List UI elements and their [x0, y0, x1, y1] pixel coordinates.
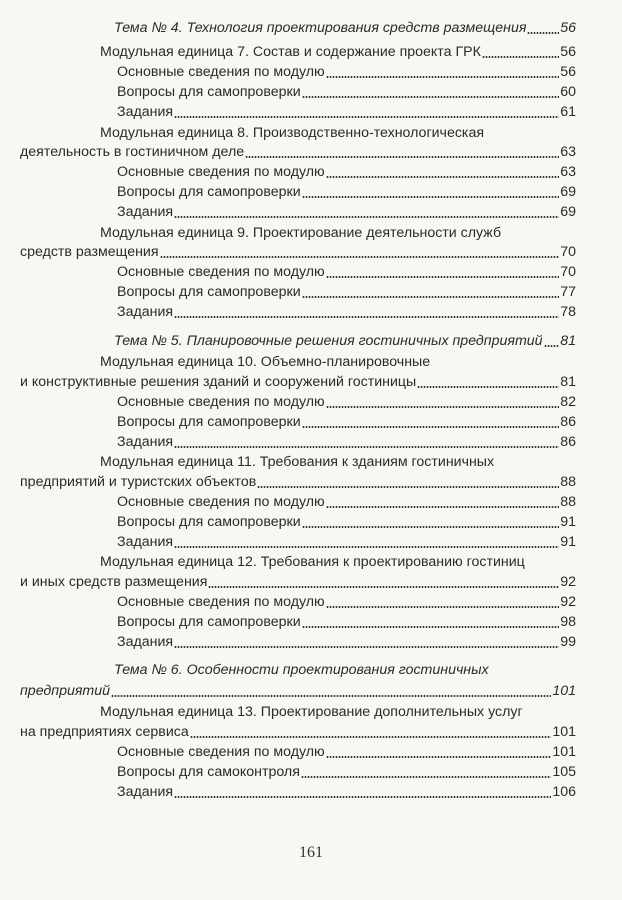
toc-entry [100, 123, 576, 143]
toc-entry-page: 101 [552, 683, 576, 699]
dot-leader [302, 626, 560, 628]
toc-entry-title: Тема № 5. Планировочные решения гостиничных предприятий [114, 333, 543, 349]
toc-entry-page: 78 [560, 304, 576, 320]
toc-entry [100, 702, 576, 722]
toc-entry-title: предприятий [20, 683, 111, 699]
toc-entry [100, 352, 576, 372]
toc-entry [20, 472, 576, 492]
toc-entry-page: 70 [560, 244, 576, 260]
toc-entry-title: средств размещения [20, 244, 159, 260]
toc-entry-title: Вопросы для самоконтроля [117, 764, 300, 780]
toc-entry [117, 82, 576, 102]
toc-entry-title: Задания [117, 634, 174, 650]
toc-entry-title: Основные сведения по модулю [117, 264, 325, 280]
toc-entry-title: Вопросы для самопроверки [117, 284, 301, 300]
toc-entry [117, 762, 576, 782]
toc-entry [117, 432, 576, 452]
toc-entry-title: предприятий и туристских объектов [20, 474, 257, 490]
toc-entry-page: 88 [560, 474, 576, 490]
toc-entry-page: 92 [560, 574, 576, 590]
dot-leader [544, 345, 560, 347]
page-number: 161 [299, 844, 323, 861]
toc-entry [114, 660, 576, 680]
toc-entry [20, 722, 576, 742]
toc-entry-title: Задания [117, 104, 174, 120]
dot-leader [111, 695, 551, 697]
toc-entry-title: Вопросы для самопроверки [117, 184, 301, 200]
toc-entry-page: 56 [560, 44, 576, 60]
dot-leader [174, 796, 551, 798]
toc-entry-title: Основные сведения по модулю [117, 494, 325, 510]
toc-entry [114, 331, 576, 351]
toc-entry-page: 101 [552, 744, 576, 760]
dot-leader [417, 386, 559, 388]
toc-entry [114, 18, 576, 38]
toc-entry [117, 412, 576, 432]
toc-entry-title: Основные сведения по модулю [117, 394, 325, 410]
toc-entry-title: на предприятиях сервиса [20, 724, 189, 740]
toc-entry-title: Задания [117, 204, 174, 220]
toc-entry [20, 572, 576, 592]
toc-entry-title: Тема № 4. Технология проектирования средств размещения [114, 20, 527, 36]
dot-leader [174, 216, 559, 218]
toc-entry [20, 372, 576, 392]
toc-entry [117, 302, 576, 322]
toc-entry-title: Основные сведения по модулю [117, 164, 325, 180]
toc-entry [100, 552, 576, 572]
dot-leader [257, 486, 559, 488]
toc-entry-title: Основные сведения по модулю [117, 64, 325, 80]
toc-entry-page: 101 [552, 724, 576, 740]
dot-leader [190, 736, 552, 738]
toc-entry-page: 81 [560, 333, 576, 349]
toc-entry-title: Вопросы для самопроверки [117, 514, 301, 530]
toc-entry-page: 61 [560, 104, 576, 120]
toc-entry-page: 82 [560, 394, 576, 410]
toc-entry-page: 60 [560, 84, 576, 100]
toc-entry-page: 88 [560, 494, 576, 510]
dot-leader [301, 776, 551, 778]
dot-leader [174, 546, 559, 548]
toc-entry-page: 106 [552, 784, 576, 800]
toc-entry [20, 242, 576, 262]
dot-leader [160, 256, 560, 258]
dot-leader [245, 156, 559, 158]
toc-entry [117, 612, 576, 632]
dot-leader [302, 296, 560, 298]
toc-entry [117, 262, 576, 282]
toc-entry [117, 202, 576, 222]
toc-entry [20, 142, 576, 162]
toc-entry [117, 782, 576, 802]
toc-entry-title: Модульная единица 7. Состав и содержание проекта ГРК [100, 44, 481, 60]
dot-leader [326, 76, 560, 78]
toc-entry [117, 492, 576, 512]
dot-leader [482, 56, 559, 58]
dot-leader [208, 586, 559, 588]
toc-entry [117, 102, 576, 122]
toc-entry-page: 69 [560, 184, 576, 200]
toc-entry [117, 592, 576, 612]
toc-entry-title: Модульная единица 11. Требования к зданиям гостиничных [100, 454, 495, 470]
toc-entry-title: Вопросы для самопроверки [117, 414, 301, 430]
toc-entry-title: Модульная единица 12. Требования к проектированию гостиниц [100, 554, 525, 570]
toc-entry-page: 86 [560, 414, 576, 430]
dot-leader [302, 196, 560, 198]
toc-entry-title: Модульная единица 10. Объемно-планировочные [100, 354, 431, 370]
toc-entry [117, 392, 576, 412]
toc-entry-title: Вопросы для самопроверки [117, 84, 301, 100]
toc-entry-page: 69 [560, 204, 576, 220]
dot-leader [326, 276, 560, 278]
toc-entry-title: Задания [117, 434, 174, 450]
toc-entry-title: Модульная единица 8. Производственно-технологическая [100, 125, 485, 141]
dot-leader [174, 446, 559, 448]
toc-entry-page: 81 [560, 374, 576, 390]
toc-entry [117, 182, 576, 202]
toc-entry-title: Основные сведения по модулю [117, 594, 325, 610]
toc-entry [117, 162, 576, 182]
toc-entry-page: 99 [560, 634, 576, 650]
toc-entry-title: Задания [117, 534, 174, 550]
dot-leader [174, 316, 559, 318]
toc-entry [100, 452, 576, 472]
toc-entry [20, 681, 576, 701]
toc-entry [117, 532, 576, 552]
toc-entry-page: 98 [560, 614, 576, 630]
toc-entry [100, 223, 576, 243]
toc-entry-page: 86 [560, 434, 576, 450]
dot-leader [326, 176, 560, 178]
toc-entry [117, 282, 576, 302]
toc-entry-title: и конструктивные решения зданий и сооружений гостиницы [20, 374, 417, 390]
toc-entry-title: и иных средств размещения [20, 574, 208, 590]
dot-leader [174, 116, 559, 118]
toc-entry-page: 92 [560, 594, 576, 610]
toc-entry-title: Основные сведения по модулю [117, 744, 325, 760]
toc-entry-title: Тема № 6. Особенности проектирования гостиничных [114, 662, 489, 678]
toc-entry-page: 91 [560, 534, 576, 550]
dot-leader [326, 406, 560, 408]
toc-entry-page: 63 [560, 164, 576, 180]
toc-entry-title: Модульная единица 9. Проектирование деятельности служб [100, 225, 502, 241]
toc-entry-title: Задания [117, 304, 174, 320]
toc-entry-page: 63 [560, 144, 576, 160]
toc-entry-title: Вопросы для самопроверки [117, 614, 301, 630]
toc-entry [117, 512, 576, 532]
toc-entry-title: Задания [117, 784, 174, 800]
dot-leader [326, 606, 560, 608]
dot-leader [302, 96, 560, 98]
toc-entry [117, 632, 576, 652]
toc-entry [117, 742, 576, 762]
dot-leader [174, 646, 559, 648]
dot-leader [302, 526, 560, 528]
toc-entry-page: 56 [560, 20, 576, 36]
dot-leader [302, 426, 560, 428]
toc-entry-page: 77 [560, 284, 576, 300]
toc-entry-page: 70 [560, 264, 576, 280]
dot-leader [326, 506, 560, 508]
dot-leader [527, 32, 559, 34]
toc-entry [100, 42, 576, 62]
toc-entry-title: Модульная единица 13. Проектирование дополнительных услуг [100, 704, 523, 720]
toc-entry-page: 105 [552, 764, 576, 780]
toc-entry [117, 62, 576, 82]
toc-entry-page: 56 [560, 64, 576, 80]
dot-leader [326, 756, 552, 758]
toc-entry-title: деятельность в гостиничном деле [20, 144, 245, 160]
toc-entry-page: 91 [560, 514, 576, 530]
